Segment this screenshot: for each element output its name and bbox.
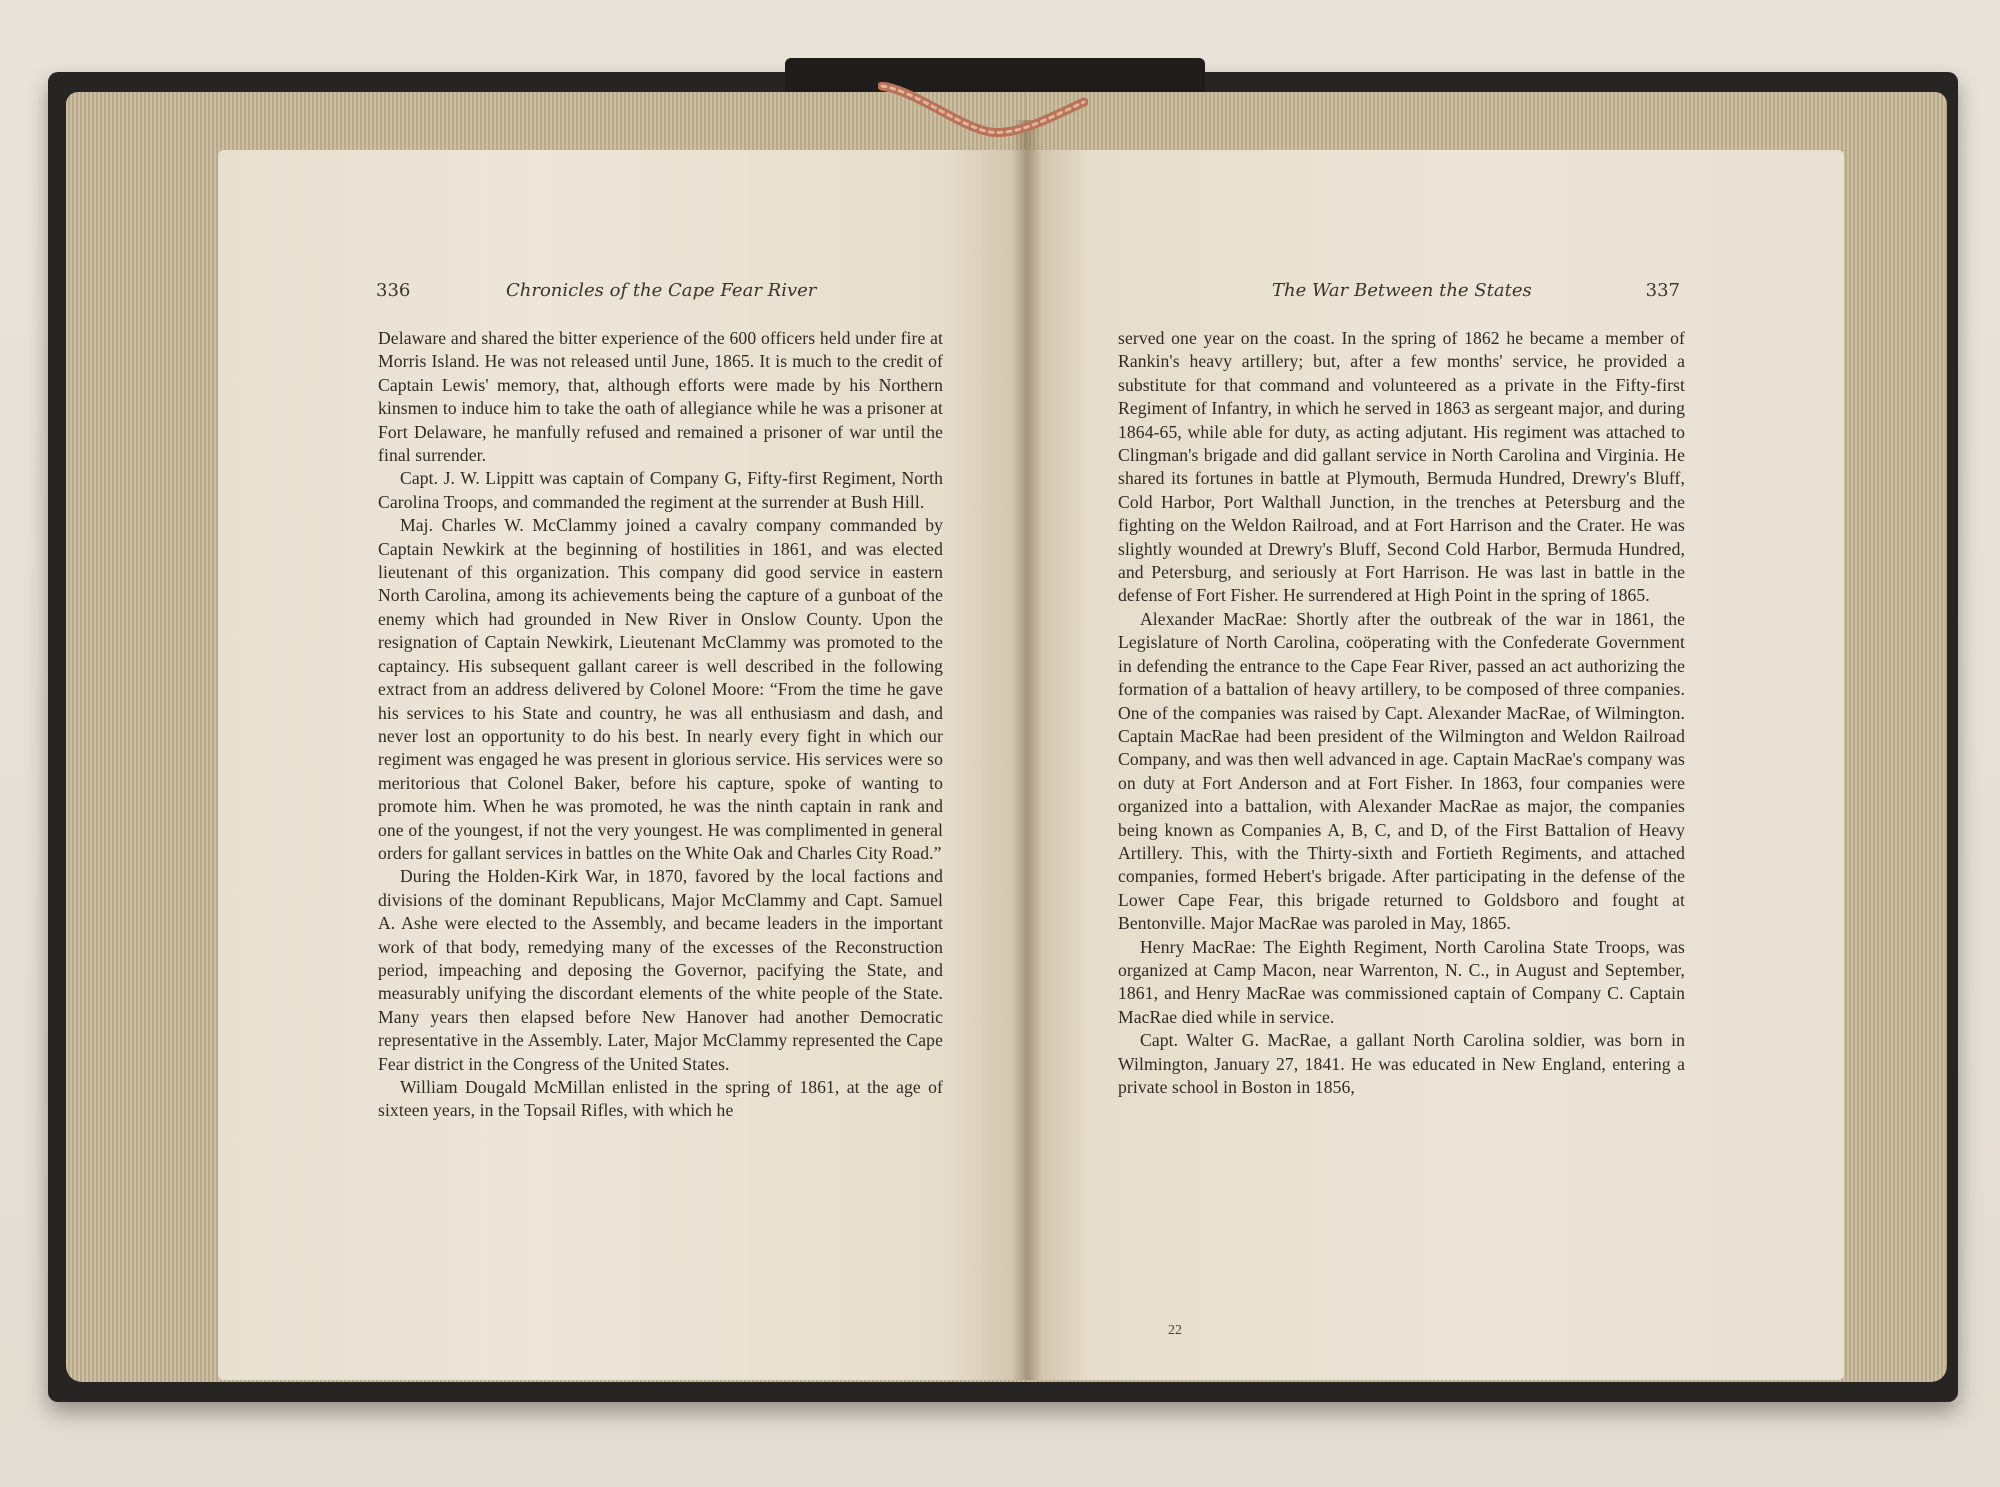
left-paragraph: William Dougald McMillan enlisted in the spring of 1861, at the age of sixteen years, in the Topsail Rifles, with which he bbox=[378, 1077, 943, 1121]
ribbon-bookmark bbox=[878, 82, 1088, 142]
right-paragraph: Henry MacRae: The Eighth Regiment, North Carolina State Troops, was organized at Camp Macon, near Warrenton, N. C., in August and September, 1861, and Henry MacRae was commissioned captain of Company C. Captain MacRae died while in service. bbox=[1118, 936, 1685, 1027]
left-paragraph: Capt. J. W. Lippitt was captain of Company G, Fifty-first Regiment, North Carolina Troops, and commanded the regiment at the surrender at Bush Hill. bbox=[378, 468, 943, 512]
signature-mark: 22 bbox=[1168, 1323, 1182, 1338]
right-running-head bbox=[1110, 280, 1680, 306]
left-running-head bbox=[376, 280, 942, 306]
right-paragraph: Alexander MacRae: Shortly after the outbreak of the war in 1861, the Legislature of North Carolina, coöperating with the Confederate Government in defending the entrance to the Cape Fear River, passed an act authorizing the formation of a battalion of heavy artillery, to be composed of three companies. One of the companies was raised by Capt. Alexander MacRae, of Wilmington. Captain MacRae had been president of the Wilmington and Weldon Railroad Company, and was then well advanced in age. Captain MacRae's company was on duty at Fort Anderson and at Fort Fisher. In 1863, four companies were organized into a battalion, with Alexander MacRae as major, the companies being known as Companies A, B, C, and D, of the First Battalion of Heavy Artillery. This, with the Thirty-sixth and Fortieth Regiments, and attached companies, formed Hebert's brigade. After participating in the defense of the Lower Cape Fear, this brigade returned to Goldsboro and fought at Bentonville. Major MacRae was paroled in May, 1865. bbox=[1118, 608, 1685, 934]
left-paragraph: Maj. Charles W. McClammy joined a cavalry company commanded by Captain Newkirk at the beginning of hostilities in 1861, and was elected lieutenant of this organization. This company did good service in eastern North Carolina, among its achievements being the capture of a gunboat of the enemy which had grounded in New River in Onslow County. Upon the resignation of Captain Newkirk, Lieutenant McClammy was promoted to the captaincy. His subsequent gallant career is well described in the following extract from an address delivered by Colonel Moore: “From the time he gave his services to his State and country, he was all enthusiasm and dash, and never lost an opportunity to do his best. In nearly every fight in which our regiment was engaged he was present in glorious service. His services were so meritorious that Colonel Baker, before his capture, spoke of wanting to promote him. When he was promoted, he was the ninth captain in rank and one of the youngest, if not the very youngest. He was complimented in general orders for gallant services in battles on the White Oak and Charles City Road.” bbox=[378, 515, 943, 863]
right-text-column bbox=[1118, 327, 1685, 1099]
right-page-number: 337 bbox=[1645, 280, 1680, 301]
right-paragraph: served one year on the coast. In the spring of 1862 he became a member of Rankin's heavy artillery; but, after a few months' service, he provided a substitute for that command and volunteered as a private in the Fifty-first Regiment of Infantry, in which he served in 1863 as sergeant major, and during 1864-65, while able for duty, as acting adjutant. His regiment was attached to Clingman's brigade and did gallant service in North Carolina and Virginia. He shared its fortunes in battle at Plymouth, Bermuda Hundred, Drewry's Bluff, Cold Harbor, Port Walthall Junction, in the trenches at Petersburg and the fighting on the Weldon Railroad, and at Fort Harrison and the Crater. He was slightly wounded at Drewry's Bluff, Second Cold Harbor, Bermuda Hundred, and Petersburg, and seriously at Fort Harrison. He was last in battle in the defense of Fort Fisher. He surrendered at High Point in the spring of 1865. bbox=[1118, 328, 1685, 606]
left-paragraph: During the Holden-Kirk War, in 1870, favored by the local factions and divisions of the dominant Republicans, Major McClammy and Capt. Samuel A. Ashe were elected to the Assembly, and became leaders in the important work of that body, remedying many of the excesses of the Reconstruction period, impeaching and deposing the Governor, pacifying the State, and measurably unifying the discordant elements of the white people of the State. Many years then elapsed before New Hanover had another Democratic representative in the Assembly. Later, Major McClammy represented the Cape Fear district in the Congress of the United States. bbox=[378, 866, 943, 1074]
left-text-column bbox=[378, 327, 943, 1123]
right-running-title: The War Between the States bbox=[1272, 280, 1532, 301]
book-gutter bbox=[1012, 120, 1042, 1380]
left-page-number: 336 bbox=[376, 280, 411, 301]
right-paragraph: Capt. Walter G. MacRae, a gallant North Carolina soldier, was born in Wilmington, January 27, 1841. He was educated in New England, entering a private school in Boston in 1856, bbox=[1118, 1030, 1685, 1097]
left-paragraph: Delaware and shared the bitter experience of the 600 officers held under fire at Morris Island. He was not released until June, 1865. It is much to the credit of Captain Lewis' memory, that, although efforts were made by his Northern kinsmen to induce him to take the oath of allegiance while he was a prisoner at Fort Delaware, he manfully refused and remained a prisoner of war until the final surrender. bbox=[378, 328, 943, 466]
left-running-title: Chronicles of the Cape Fear River bbox=[506, 280, 817, 301]
